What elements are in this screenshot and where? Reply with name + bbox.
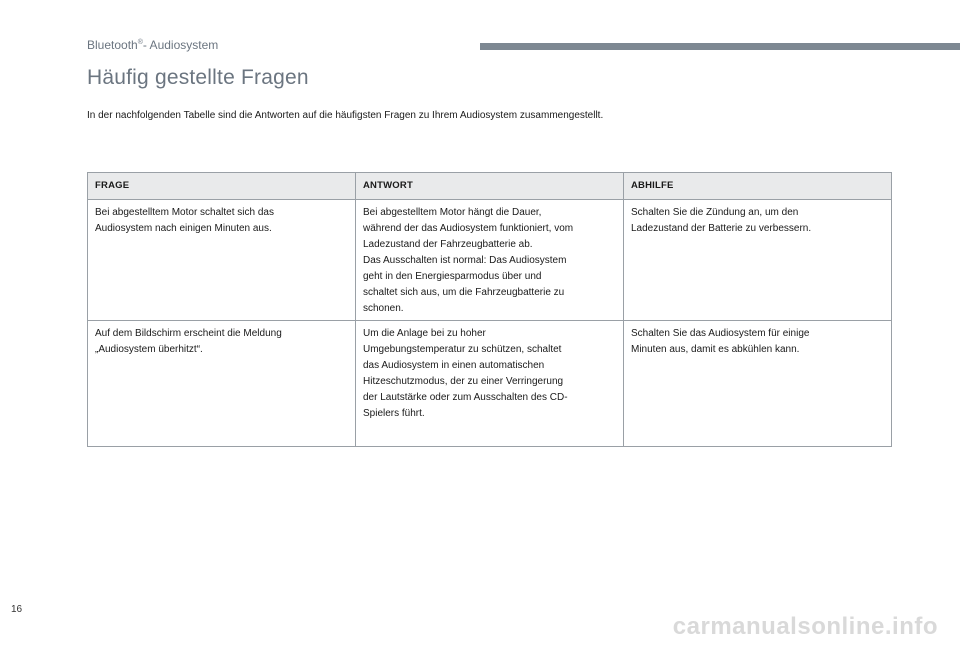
- page-title: Häufig gestellte Fragen: [87, 66, 309, 89]
- page-number: 16: [11, 604, 23, 615]
- header-accent-bar: [480, 43, 960, 50]
- section-label-suffix: - Audiosystem: [142, 38, 219, 52]
- column-header-abhilfe: ABHILFE: [624, 173, 892, 200]
- remedy-text: Schalten Sie das Audiosystem für einige Minuten aus, damit es abkühlen kann.: [631, 328, 810, 355]
- remedy-cell: [624, 321, 892, 447]
- intro-text: In der nachfolgenden Tabelle sind die Antworten auf die häufigsten Fragen zu Ihrem Audiosystem zusammengestellt.: [87, 110, 604, 121]
- question-cell: [88, 321, 356, 447]
- remedy-text: Schalten Sie die Zündung an, um den Ladezustand der Batterie zu verbessern.: [631, 207, 812, 234]
- remedy-cell: [624, 200, 892, 321]
- answer-text: Bei abgestelltem Motor hängt die Dauer, während der das Audiosystem funktioniert, vom Ladezustand der Fahrzeugbatterie ab. Das Ausschalten ist normal: Das Audiosystem geht in den Energiesparmodus über und schaltet sich aus, um die Fahrzeugbatterie zu schonen.: [363, 207, 574, 314]
- faq-table: [87, 172, 892, 447]
- answer-cell: [356, 321, 624, 447]
- column-header-frage: FRAGE: [88, 173, 356, 200]
- watermark: carmanualsonline.info: [672, 613, 938, 640]
- section-label-text: Bluetooth: [87, 38, 138, 52]
- table-header-row: [88, 173, 892, 200]
- registered-mark: ®: [137, 39, 143, 46]
- question-cell: [88, 200, 356, 321]
- table-row: [88, 321, 892, 447]
- question-text: Bei abgestelltem Motor schaltet sich das Audiosystem nach einigen Minuten aus.: [95, 207, 274, 234]
- answer-cell: [356, 200, 624, 321]
- column-header-antwort: ANTWORT: [356, 173, 624, 200]
- answer-text: Um die Anlage bei zu hoher Umgebungstemperatur zu schützen, schaltet das Audiosystem in einen automatischen Hitzeschutzmodus, der zu einer Verringerung der Lautstärke oder zum Ausschalten des CD- Spielers führt.: [363, 328, 568, 419]
- section-label: [87, 38, 218, 52]
- table-row: [88, 200, 892, 321]
- question-text: Auf dem Bildschirm erscheint die Meldung „Audiosystem überhitzt“.: [95, 328, 282, 355]
